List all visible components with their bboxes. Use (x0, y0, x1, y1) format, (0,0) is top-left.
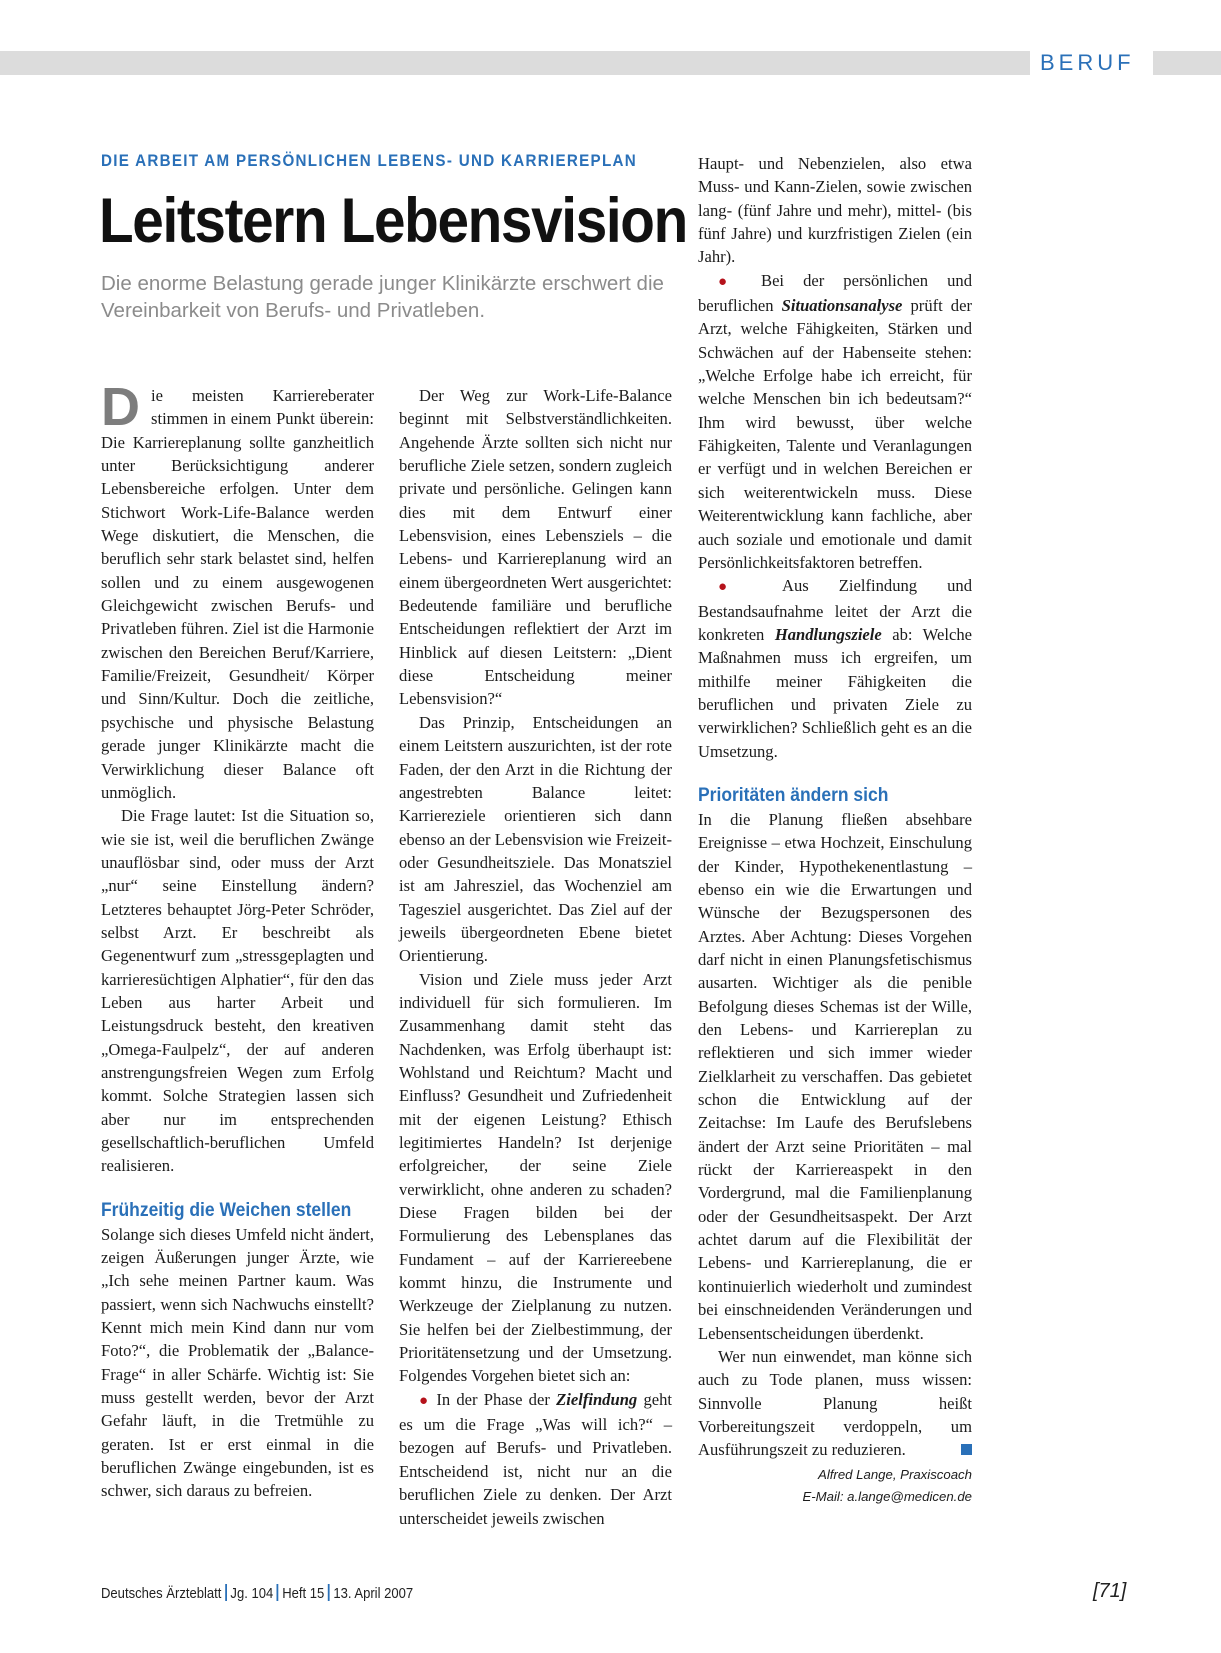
subheading: Prioritäten ändern sich (698, 784, 889, 806)
paragraph: Haupt- und Nebenzielen, also etwa Muss- und Kann-Zielen, sowie zwischen lang- (fünf Jahre und mehr), mittel- (bis fünf Jahre) und kurzfristigen Zielen (ein Jahr). (698, 154, 972, 267)
paragraph: Die Frage lautet: Ist die Situation so, wie sie ist, weil die beruflichen Zwänge unauflösbar sind, oder muss der Arzt „nur“ seine Einstellung ändern? Letzteres behauptet Jörg-Peter Schröder, selbst Arzt. Er beschreibt als Gegenentwurf zum „stressgeplagten und karrieresüchtigen Alphatier“, für den das Leben aus harter Arbeit und Leistungsdruck besteht, den kreativen „Omega-Faulpelz“, der auf anderen anstrengungsfreien Wegen zum Erfolg kommt. Solche Strategien lassen sich aber nur im entsprechenden gesellschaftlich-beruflichen Umfeld realisieren. (101, 806, 374, 1176)
bullet-icon: ● (718, 273, 742, 290)
bullet-item: ● Aus Zielfindung und Bestandsaufnahme leitet der Arzt die konkreten Handlungsziele ab: Welche Maßnahmen muss ich ergreifen, um mithilfe meiner Fähigkeiten die beruflichen und privaten Ziele zu verwirklichen? Schließlich geht es an die Umsetzung. (698, 576, 973, 761)
article-title: Leitstern Lebensvision (99, 186, 687, 256)
author-name: Alfred Lange, Praxiscoach (818, 1466, 972, 1482)
key-term: Situationsanalyse (781, 296, 903, 316)
page-number: [71] (1093, 1580, 1127, 1602)
separator (277, 1584, 279, 1601)
bullet-icon: ● (419, 1392, 431, 1409)
author-email[interactable]: E-Mail: a.lange@medicen.de (802, 1488, 972, 1504)
author-signature (698, 1464, 972, 1508)
paragraph-text: ie meisten Karriereberater stimmen in einem Punkt überein: Die Karriereplanung sollte ganzheitlich unter Berücksichtigung anderer Lebensbereiche erfolgen. Unter dem Stichwort Work-Life-Balance werden Wege diskutiert, die Menschen, die beruflich sehr stark belastet sind, helfen sollen und zu einem ausgewogenen Gleichgewicht zwischen Berufs- und Privatleben führen. Ziel ist die Harmonie zwischen den Bereichen Beruf/Karriere, Familie/Freizeit, Gesundheit/ Körper und Sinn/Kultur. Doch die zeitliche, psychische und physische Belastung gerade junger Klinikärzte macht die Verwirklichung dieser Balance oft unmöglich. (101, 386, 374, 802)
column-3 (698, 152, 972, 1508)
key-term: Zielfindung (556, 1389, 638, 1409)
drop-cap: D (101, 377, 140, 437)
column-1 (101, 377, 374, 1503)
subheading: Frühzeitig die Weichen stellen (101, 1199, 352, 1221)
issue: Heft 15 (282, 1586, 325, 1602)
journal-name: Deutsches Ärzteblatt (101, 1586, 222, 1602)
separator (225, 1584, 227, 1601)
footer-citation (101, 1584, 413, 1602)
end-mark-icon (961, 1444, 972, 1455)
paragraph (101, 377, 374, 804)
paragraph: Das Prinzip, Entscheidungen an einem Leitstern auszurichten, ist der rote Faden, der den Arzt in die Richtung der angestrebten Balance leitet: Karriereziele orientieren sich dann ebenso an der Lebensvision wie Freizeit- oder Gesundheitsziele. Das Monatsziel ist am Jahresziel, das Wochenziel am Tagesziel ausgerichtet. Das Ziel auf der jeweils übergeordneten Ebene bietet Orientierung. (399, 712, 672, 966)
article-deck: Die enorme Belastung gerade junger Klinikärzte erschwert die Vereinbarkeit von Berufs- und Privatleben. (101, 272, 664, 322)
section-label: BERUF (1030, 49, 1153, 77)
paragraph: In die Planung fließen absehbare Ereignisse – etwa Hochzeit, Einschulung der Kinder, Hypothekenentlastung – ebenso ein wie die Erwartungen und Wünsche der Bezugspersonen des Arztes. Aber Achtung: Dieses Vorgehen darf nicht in einen Planungsfetischismus ausarten. Wichtiger als die penible Befolgung dieses Schemas ist der Wille, den Lebens- und Karriereplan zu reflektieren und sich immer wieder Zielklarheit zu verschaffen. Das gebietet schon die Entwicklung auf der Zeitachse: Im Laufe des Berufslebens ändert der Arzt seine Prioritäten – mal rückt der Karriereaspekt in den Vordergrund, mal die Familienplanung oder der Gesundheitsaspekt. Der Arzt achtet darum auf die Flexibilität der Lebens- und Karriereplanung, die er kontinuierlich wiederholt und zumindest bei einschneidenden Veränderungen und Lebensentscheidungen überdenkt. (698, 809, 972, 1343)
bullet-item: ● In der Phase der Zielfindung geht es um die Frage „Was will ich?“ – bezogen auf Berufs- und Privatleben. Entscheidend ist, nicht nur an die beruflichen Ziele zu denken. Der Arzt unterscheidet jeweils zwischen (399, 1389, 673, 1528)
key-term: Handlungsziele (774, 624, 882, 644)
paragraph: Der Weg zur Work-Life-Balance beginnt mit Selbstverständlichkeiten. Angehende Ärzte sollten sich nicht nur berufliche Ziele setzen, sondern zugleich private und persönliche. Gelingen kann dies mit dem Entwurf einer Lebensvision, eines Lebensziels – die Lebens- und Karriereplanung wird an einem übergeordneten Wert ausgerichtet: Bedeutende familiäre und berufliche Entscheidungen reflektiert der Arzt im Hinblick auf diesen Leitstern: „Dient diese Entscheidung meiner Lebensvision?“ (399, 386, 672, 709)
paragraph: Wer nun einwendet, man könne sich auch zu Tode planen, muss wissen: Sinnvolle Planung heißt Vorbereitungszeit verdoppeln, um Ausführungszeit zu reduzieren. (698, 1346, 972, 1460)
column-2 (399, 384, 672, 1530)
bullet-item: ● Bei der persönlichen und beruflichen Situationsanalyse prüft der Arzt, welche Fähigkeiten, Stärken und Schwächen auf der Habenseite stehen: „Welche Erfolge habe ich erreicht, für welche Menschen bin ich bedeutsam?“ Ihm wird bewusst, über welche Fähigkeiten, Talente und Veranlagungen er verfügt und in welchen Bereichen er sich weiterentwickeln muss. Diese Weiterentwicklung kann fachliche, aber auch soziale und emotionale und damit Persönlichkeitsfaktoren betreffen. (698, 270, 973, 572)
paragraph: Vision und Ziele muss jeder Arzt individuell für sich formulieren. Im Zusammenhang damit steht das Nachdenken, was Erfolg überhaupt ist: Wohlstand und Reichtum? Macht und Einfluss? Gesundheit und Zufriedenheit mit der eigenen Leistung? Ethisch legitimiertes Handeln? Ist derjenige erfolgreicher, der seine Ziele verwirklicht, ohne anderen zu schaden? Diese Fragen bilden bei der Formulierung des Lebensplanes das Fundament – auf der Karriereebene kommt hinzu, die Instrumente und Werkzeuge der Zielplanung zu nutzen. Sie helfen bei der Zielbestimmung, der Prioritätensetzung und der Umsetzung. Folgendes Vorgehen bietet sich an: (399, 969, 672, 1386)
issue-date: 13. April 2007 (333, 1586, 414, 1602)
bullet-icon: ● (718, 579, 753, 596)
paragraph: Solange sich dieses Umfeld nicht ändert, zeigen Äußerungen junger Ärzte, wie „Ich sehe meinen Partner kaum. Was passiert, wenn sich Nachwuchs einstellt? Kennt mich mein Kind dann nur vom Foto?“, die Problematik der „Balance-Frage“ in aller Schärfe. Wichtig ist: Sie muss gestellt werden, bevor der Arzt Gefahr läuft, in die Tretmühle zu geraten. Ist er erst einmal in die beruflichen Zwänge eingebunden, ist es schwer, sich daraus zu befreien. (101, 1224, 374, 1501)
volume: Jg. 104 (230, 1586, 274, 1602)
separator (328, 1584, 330, 1601)
article-kicker: DIE ARBEIT AM PERSÖNLICHEN LEBENS- UND KARRIEREPLAN (101, 152, 638, 170)
